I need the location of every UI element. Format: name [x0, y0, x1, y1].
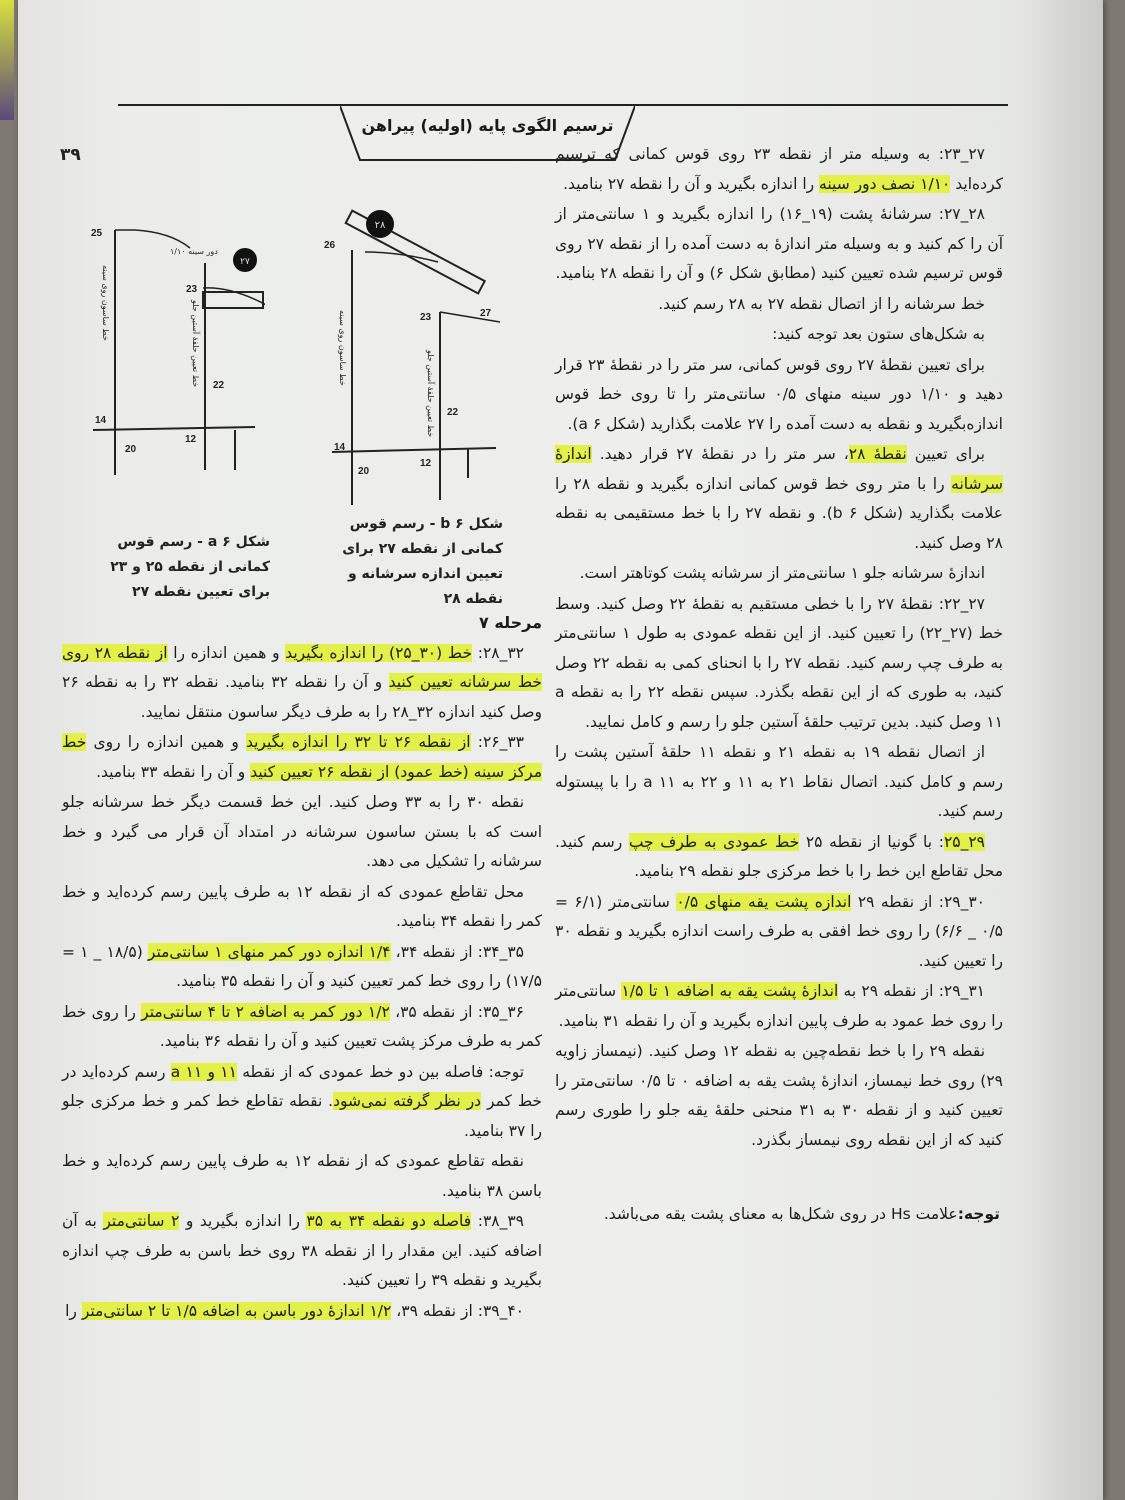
highlighted-text: ۱/۲ اندازهٔ دور باسن به اضافه ۱/۵ تا ۲ سانتی‌متر	[81, 1301, 392, 1320]
text-segment: ۴۰_۳۹: از نقطه ۳۹،	[391, 1301, 524, 1320]
text-segment: اندازهٔ سرشانه جلو ۱ سانتی‌متر از سرشانه پشت کوتاهتر است.	[579, 564, 985, 582]
text-segment: (۱۸/۵ _ ۱ = ۱۷/۵) را روی خط کمر تعیین کنید و آن را نقطه ۳۵ بنامید.	[62, 942, 542, 990]
text-segment: سانتی‌متر را روی خط عمود به طرف پایین اندازه بگیرید و آن را نقطه ۳۱ بنامید.	[555, 982, 1003, 1030]
highlighted-text: خط عمودی به طرف چپ	[628, 832, 800, 851]
text-segment: ۳۵_۳۴: از نقطه ۳۴،	[390, 942, 524, 961]
highlighted-text: اندازهٔ پشت یقه به اضافه ۱ تا ۱/۵	[621, 982, 839, 1000]
highlighted-text: ۱/۱۰ نصف دور سینه	[819, 174, 951, 193]
text-segment: برای تعیین	[906, 445, 985, 463]
text-segment: ۳۹_۳۸:	[471, 1212, 524, 1230]
text-segment: ۳۰_۲۹: از نقطه ۲۹	[851, 892, 985, 911]
marker-label: ۲۷	[240, 257, 250, 267]
paragraph	[62, 998, 542, 1057]
highlighted-text: از نقطه ۲۸ روی خط سرشانه تعیین کنید	[62, 643, 543, 691]
text-segment: را اندازه بگیرید و آن را نقطه ۲۷ بنامید.	[563, 174, 820, 193]
text-segment: ۳۳_۲۶:	[470, 733, 525, 751]
paragraph	[62, 728, 542, 787]
figure-6b-caption: شکل b ۶ - رسم قوس کمانی از نقطه ۲۷ برای تعیین اندازه سرشانه و نقطه ۲۸	[342, 516, 503, 607]
highlighted-text: نقطهٔ ۲۸	[848, 445, 907, 463]
highlighted-text: از نقطه ۲۶ تا ۳۲ را اندازه بگیرید	[245, 733, 471, 751]
text-segment: نقطه تقاطع عمودی که از نقطه ۱۲ به طرف پایین رسم کرده‌اید و خط باسن ۳۸ بنامید.	[62, 1152, 542, 1200]
page-number: ۳۹	[60, 145, 81, 165]
text-segment: ۲۸_۲۷: سرشانهٔ پشت (۱۹_۱۶) را اندازه بگیرید و ۱ سانتی‌متر از آن را کم کنید و به وسیله متر اندازهٔ به دست آمده را از نقطه ۲۷ روی قوس ترسیم شده تعیین کنید (مطابق شکل ۶) و آن را نقطه ۲۸ بنامید.	[555, 205, 1004, 282]
point-23: 23	[186, 284, 198, 295]
highlighted-text: ۲۹_۲۵	[943, 832, 985, 851]
point-23: 23	[420, 312, 432, 323]
note	[600, 1205, 1000, 1223]
highlighted-text: اندازه پشت یقه منهای ۰/۵	[676, 892, 852, 911]
paragraph	[62, 788, 542, 877]
armhole-line-label: خط تعیین حلقهٔ آستین جلو	[191, 300, 200, 388]
paragraph	[555, 828, 1003, 887]
dart-line-label: خط ساسون روی سینه	[338, 310, 347, 386]
text-segment: از اتصال نقطه ۱۹ به نقطه ۲۱ و نقطه ۱۱ حلقهٔ آستین پشت را رسم و کامل کنید. اتصال نقاط ۲۱ به ۱۱ و ۲۲ به a ۱۱ را با پیستوله رسم کنید.	[555, 743, 1004, 820]
text-segment: به آن اضافه کنید. این مقدار را از نقطه ۳۸ روی خط باسن به طرف چپ اندازه بگیرید و نقطه ۳۹ را تعیین کنید.	[62, 1212, 542, 1289]
highlighted-text: در نظر گرفته نمی‌شود	[333, 1092, 482, 1110]
text-segment: رسم کنید. محل تقاطع این خط را با خط مرکزی جلو نقطه ۲۹ بنامید.	[555, 832, 1003, 880]
text-segment: ۲۷_۲۳: به وسیله متر از نقطه ۲۳ روی قوس کمانی که ترسیم کرده‌اید	[555, 145, 1003, 193]
paragraph	[555, 140, 1003, 199]
point-27: 27	[480, 308, 492, 319]
paragraph	[555, 320, 1003, 350]
point-12: 12	[185, 434, 197, 445]
paragraph	[555, 1037, 1003, 1155]
text-segment: ۳۲_۲۸:	[472, 643, 524, 662]
highlighted-text: فاصله دو نقطه ۳۴ به ۳۵	[306, 1212, 472, 1230]
paragraph	[555, 888, 1003, 977]
text-segment: خط سرشانه را از اتصال نقطه ۲۷ به ۲۸ رسم کنید.	[658, 294, 985, 313]
highlighted-text: ۱/۴ اندازه دور کمر منهای ۱ سانتی‌متر	[147, 942, 391, 961]
highlighted-text: خط (۳۰_۲۵) را اندازه بگیرید	[285, 643, 473, 662]
text-segment: برای تعیین نقطهٔ ۲۷ روی قوس کمانی، سر متر را در نقطهٔ ۲۳ قرار دهید و ۱/۱۰ دور سینه منهای ۰/۵ سانتی‌متر را تا روی خط قوس اندازه‌بگیرید و نقطه به دست آمده را ۲۷ علامت بگذارید (شکل a ۶).	[555, 355, 1003, 433]
paragraph	[555, 590, 1003, 738]
text-segment: سانتی‌متر (۶/۱ = ۰/۵ _ ۶/۶) را روی خط افقی به طرف راست اندازه بگیرید و نقطه ۳۰ را تعیین کنید.	[555, 892, 1003, 970]
paragraph	[555, 200, 1003, 289]
text-segment: . نقطه تقاطع خط کمر و خط مرکزی جلو را ۳۷ بنامید.	[62, 1092, 542, 1140]
armhole-line-label: خط تعیین حلقهٔ آستین جلو	[426, 350, 435, 438]
book-edge	[0, 0, 14, 120]
paragraph	[62, 1297, 542, 1327]
text-segment: ۳۱_۲۹: از نقطه ۲۹ به	[838, 982, 985, 1000]
paragraph	[62, 1058, 542, 1147]
paragraph	[555, 738, 1003, 827]
text-segment: را اندازه بگیرید و	[179, 1212, 307, 1230]
text-segment: را با متر روی خط قوس کمانی اندازه بگیرید و نقطه ۲۸ را علامت بگذارید (شکل b ۶). و نقطه ۲۷ را با خط مستقیمی به نقطه ۲۸ وصل کنید.	[555, 474, 1004, 552]
text-segment: توجه: فاصله بین دو خط عمودی که از نقطه	[236, 1062, 525, 1081]
text-segment: را	[65, 1301, 82, 1320]
paragraph	[62, 1207, 542, 1296]
paragraph	[62, 938, 542, 997]
text-segment: محل تقاطع عمودی که از نقطه ۱۲ به طرف پایین رسم کرده‌اید و خط کمر را نقطه ۳۴ بنامید.	[62, 882, 542, 930]
paragraph	[555, 440, 1003, 558]
text-segment: و همین اندازه را روی	[86, 733, 246, 751]
dart-line-label: خط ساسون روی سینه	[101, 265, 110, 341]
text-segment: نقطه ۲۹ را با خط نقطه‌چین به نقطه ۱۲ وصل کنید. (نیمساز زاویه ۲۹) روی خط نیمساز، اندازهٔ پشت یقه به اضافه ۰ تا ۰/۵ سانتی‌متر را تعیین کنید و از نقطه ۳۰ به ۳۱ منحنی حلقهٔ یقه جلو را طوری رسم کنید که از این نقطه روی نیمساز بگذرد.	[555, 1042, 1004, 1149]
point-25: 25	[91, 228, 103, 239]
highlighted-text: اندازهٔ سرشانه	[555, 445, 1004, 493]
paragraph	[555, 559, 1003, 589]
text-segment: ، سر متر را در نقطهٔ ۲۷ قرار دهید.	[591, 445, 849, 463]
paragraph	[555, 290, 1003, 320]
text-segment: نقطه ۳۰ را به ۳۳ وصل کنید. این خط قسمت دیگر خط سرشانه جلو است که با بستن ساسون سرشانه در امتداد آن قرار می گیرد و خط سرشانه را تشکیل می دهد.	[62, 793, 542, 870]
point-14: 14	[334, 442, 346, 453]
paragraph	[62, 878, 542, 937]
text-segment: ۳۶_۳۵: از نقطه ۳۵،	[389, 1002, 524, 1021]
paragraph	[62, 639, 542, 728]
chapter-title: ترسیم الگوی پایه (اولیه) پیراهن	[361, 116, 614, 135]
point-12: 12	[420, 458, 432, 469]
paragraph	[555, 977, 1003, 1036]
text-segment: : با گونیا از نقطه ۲۵	[799, 832, 944, 851]
point-14: 14	[95, 415, 107, 426]
left-text-column	[62, 608, 542, 1327]
figure-6b	[320, 200, 520, 510]
highlighted-text: ۲ سانتی‌متر	[103, 1212, 180, 1230]
figure-6a	[85, 220, 265, 490]
note-label: توجه:	[957, 1205, 1000, 1223]
right-text-column	[555, 140, 1003, 1156]
marker-label: ۲۸	[374, 220, 386, 231]
text-segment: رسم کرده‌اید در خط کمر	[62, 1062, 542, 1110]
text-segment: ۲۷_۲۲: نقطهٔ ۲۷ را با خطی مستقیم به نقطهٔ ۲۲ وصل کنید. وسط خط (۲۷_۲۲) را تعیین کنید. از این نقطه عمودی به طول ۱ سانتی‌متر به طرف چپ رسم کنید. نقطه ۲۷ را با انحنای کمی به نقطه ۲۲ وصل کنید، به طوری که از این نقطه بگذرد. سپس نقطه ۲۲ را به نقطه a ۱۱ وصل کنید. بدین ترتیب حلقهٔ آستین جلو را رسم و کامل نمایید.	[555, 594, 1003, 731]
paragraph	[555, 351, 1003, 440]
point-26: 26	[324, 240, 336, 251]
text-segment: و آن را نقطه ۳۳ بنامید.	[96, 762, 251, 781]
text-segment: به شکل‌های ستون بعد توجه کنید:	[772, 325, 985, 343]
arc-note: ۱/۱۰ دور سینه	[170, 247, 218, 256]
point-20: 20	[125, 444, 137, 455]
point-22: 22	[447, 407, 459, 418]
point-22: 22	[213, 380, 225, 391]
highlighted-text: ۱۱ و a ۱۱	[170, 1062, 237, 1081]
note-text: علامت Hs در روی شکل‌ها به معنای پشت یقه می‌باشد.	[603, 1205, 958, 1223]
figure-6a-caption: شکل a ۶ - رسم قوس کمانی از نقطه ۲۵ و ۲۳ برای تعیین نقطه ۲۷	[110, 534, 270, 600]
highlighted-text: خط مرکز سینه (خط عمود) از نقطه ۲۶ تعیین کنید	[62, 733, 542, 781]
point-20: 20	[358, 466, 370, 477]
stage-heading: مرحله ۷	[479, 613, 542, 632]
text-segment: و همین اندازه را	[167, 643, 286, 662]
paragraph	[62, 1147, 542, 1206]
text-segment: را روی خط کمر به طرف مرکز پشت تعیین کنید و آن را نقطه ۳۶ بنامید.	[62, 1002, 542, 1050]
text-segment: و آن را نقطه ۳۲ بنامید. نقطه ۳۲ را به نقطه ۲۶ وصل کنید اندازه ۳۲_۲۸ را به طرف دیگر ساسون منتقل نمایید.	[62, 673, 542, 721]
highlighted-text: ۱/۲ دور کمر به اضافه ۲ تا ۴ سانتی‌متر	[141, 1002, 390, 1021]
